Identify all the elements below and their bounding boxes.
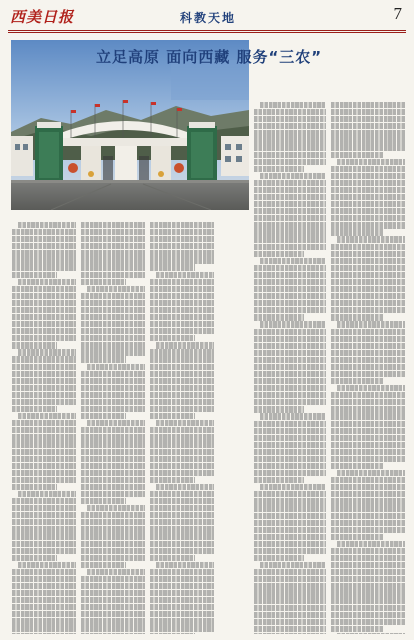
text-column-4 [254,102,326,634]
text-column-5 [331,102,405,634]
masthead-rule [8,30,406,31]
newspaper-logo: 西美日报 [10,8,75,26]
section-title: 科教天地 [180,11,237,25]
page-number: 7 [393,4,402,23]
masthead-rule-2 [8,32,406,33]
article-headline: 立足高原 面向西藏 服务“三农” [96,48,323,66]
text-column-3 [150,222,214,634]
text-column-2 [81,222,145,634]
text-column-1 [12,222,76,634]
